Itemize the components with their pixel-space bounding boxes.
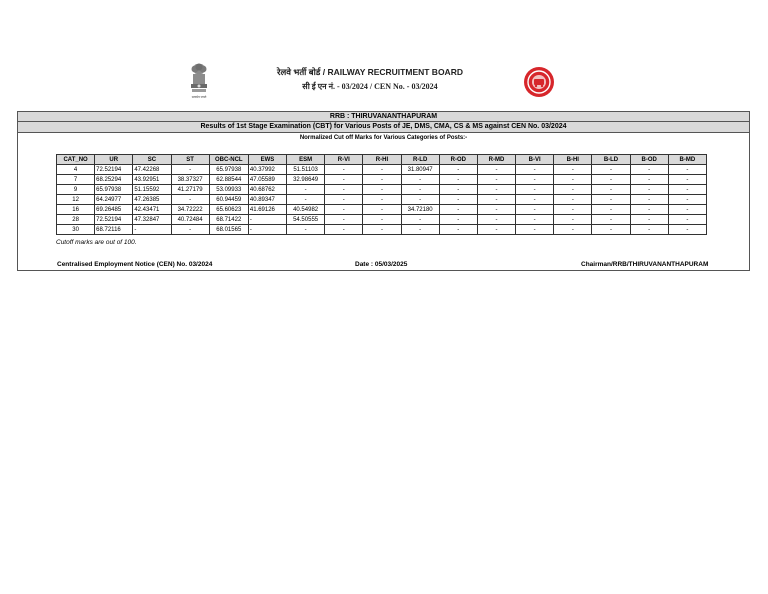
cutoff-cell: 47.26385 — [133, 195, 171, 205]
cutoff-cell: - — [554, 165, 592, 175]
cutoff-cell: - — [516, 205, 554, 215]
cutoff-cell: 60.94459 — [209, 195, 248, 205]
cutoff-cell: - — [554, 205, 592, 215]
cutoff-cell: 47.32847 — [133, 215, 171, 225]
cutoff-cell: - — [477, 165, 515, 175]
cutoff-cell: - — [668, 185, 706, 195]
column-header: ESM — [287, 155, 325, 165]
cutoff-cell: - — [325, 205, 363, 215]
cutoff-cell: - — [630, 215, 668, 225]
cutoff-cell: - — [171, 195, 209, 205]
cutoff-cell: - — [592, 195, 630, 205]
cutoff-cell: 68.71422 — [209, 215, 248, 225]
cutoff-cell: - — [477, 205, 515, 215]
column-header: ST — [171, 155, 209, 165]
cutoff-cell: 64.24977 — [95, 195, 133, 205]
cutoff-cell: - — [554, 175, 592, 185]
column-header: R-HI — [363, 155, 401, 165]
table-header-row — [57, 155, 707, 165]
cutoff-cell: - — [439, 165, 477, 175]
cutoff-cell: - — [439, 175, 477, 185]
column-header: B-MD — [668, 155, 706, 165]
cutoff-cell: - — [477, 215, 515, 225]
cutoff-cell: 62.88544 — [209, 175, 248, 185]
column-header: SC — [133, 155, 171, 165]
cutoff-cell: 40.54982 — [287, 205, 325, 215]
board-title-hindi: रेलवे भर्ती बोर्ड — [277, 67, 321, 77]
cutoff-cell: 38.37327 — [171, 175, 209, 185]
cutoff-cell: 68.01565 — [209, 225, 248, 235]
cutoff-cell: 31.80947 — [401, 165, 439, 175]
column-header: R-MD — [477, 155, 515, 165]
cutoff-cell: - — [325, 175, 363, 185]
cutoff-cell: - — [554, 225, 592, 235]
table-row — [57, 215, 707, 225]
table-row — [57, 225, 707, 235]
cutoff-cell: 54.50555 — [287, 215, 325, 225]
cutoff-cell: - — [401, 175, 439, 185]
cutoff-cell: 51.15592 — [133, 185, 171, 195]
cutoff-cell: 40.72484 — [171, 215, 209, 225]
cen-number-line: सी ई एन नं. - 03/2024 / CEN No. - 03/2024 — [302, 82, 438, 91]
cat-no-cell: 12 — [57, 195, 95, 205]
cutoff-cell: 41.69126 — [248, 205, 286, 215]
column-header: B-HI — [554, 155, 592, 165]
cutoff-cell: - — [401, 185, 439, 195]
cutoff-cell: - — [439, 205, 477, 215]
cutoff-cell: 40.68762 — [248, 185, 286, 195]
cutoff-note: Cutoff marks are out of 100. — [56, 239, 137, 246]
cutoff-cell: - — [287, 195, 325, 205]
cutoff-cell: - — [171, 165, 209, 175]
cutoff-cell: - — [668, 165, 706, 175]
cutoff-cell: 65.97938 — [209, 165, 248, 175]
cat-no-cell: 28 — [57, 215, 95, 225]
cutoff-cell: - — [554, 195, 592, 205]
board-title-separator: / — [320, 67, 328, 77]
cutoff-cell: - — [668, 195, 706, 205]
results-title-band: Results of 1st Stage Examination (CBT) for Various Posts of JE, DMS, CMA, CS & MS against CEN No. 03/2024 — [17, 122, 750, 133]
cutoff-cell: - — [668, 175, 706, 185]
rrb-name-band: RRB : THIRUVANANTHAPURAM — [17, 111, 750, 122]
column-header: B-LD — [592, 155, 630, 165]
cat-no-cell: 30 — [57, 225, 95, 235]
cutoff-cell: - — [630, 175, 668, 185]
cutoff-cell: - — [516, 185, 554, 195]
cutoff-cell: - — [630, 205, 668, 215]
cutoff-cell: - — [516, 165, 554, 175]
cutoff-cell: - — [516, 195, 554, 205]
cutoff-cell: - — [592, 225, 630, 235]
column-header: B-OD — [630, 155, 668, 165]
cutoff-cell: - — [592, 165, 630, 175]
cutoff-cell: 40.89347 — [248, 195, 286, 205]
column-header: R-OD — [439, 155, 477, 165]
emblem-caption: सत्यमेव जयते — [191, 95, 207, 99]
cutoff-cell: 72.52194 — [95, 165, 133, 175]
cutoff-cell: - — [363, 165, 401, 175]
cutoff-cell: 42.43471 — [133, 205, 171, 215]
board-title-english: RAILWAY RECRUITMENT BOARD — [327, 67, 463, 77]
cutoff-cell: 32.98649 — [287, 175, 325, 185]
cutoff-cell: 65.60623 — [209, 205, 248, 215]
cutoff-cell: - — [592, 185, 630, 195]
cutoff-cell: - — [363, 215, 401, 225]
cutoff-cell: - — [325, 195, 363, 205]
cutoff-cell: 72.52194 — [95, 215, 133, 225]
cutoff-cell: - — [133, 225, 171, 235]
cutoff-cell: - — [401, 215, 439, 225]
cutoff-cell: - — [287, 225, 325, 235]
cutoff-cell: - — [630, 195, 668, 205]
board-title — [230, 67, 510, 78]
cat-no-cell: 16 — [57, 205, 95, 215]
column-header: R-LD — [401, 155, 439, 165]
table-row — [57, 205, 707, 215]
cutoff-cell: - — [630, 185, 668, 195]
cutoff-cell: - — [439, 215, 477, 225]
cutoff-cell: - — [363, 185, 401, 195]
cutoff-cell: - — [325, 215, 363, 225]
table-row — [57, 165, 707, 175]
table-row — [57, 185, 707, 195]
cutoff-cell: - — [248, 215, 286, 225]
cutoff-cell: - — [439, 195, 477, 205]
cutoff-cell: - — [554, 185, 592, 195]
column-header: B-VI — [516, 155, 554, 165]
column-header: OBC-NCL — [209, 155, 248, 165]
cutoff-cell: - — [477, 175, 515, 185]
cutoff-cell: - — [592, 215, 630, 225]
cutoff-cell: - — [363, 225, 401, 235]
cutoff-cell: 65.97938 — [95, 185, 133, 195]
cutoff-cell: - — [516, 225, 554, 235]
cutoff-cell: 40.37992 — [248, 165, 286, 175]
cutoff-cell: - — [592, 205, 630, 215]
cutoff-cell: - — [363, 205, 401, 215]
cutoff-marks-table — [56, 154, 707, 235]
cutoff-cell: 47.42268 — [133, 165, 171, 175]
cat-no-cell: 9 — [57, 185, 95, 195]
cutoff-cell: - — [477, 195, 515, 205]
cutoff-cell: - — [668, 205, 706, 215]
cutoff-cell: 51.51103 — [287, 165, 325, 175]
cutoff-cell: - — [248, 225, 286, 235]
cutoff-cell: - — [630, 165, 668, 175]
cutoff-cell: - — [363, 195, 401, 205]
cutoff-cell: - — [171, 225, 209, 235]
cutoff-cell: - — [439, 225, 477, 235]
footer-date: Date : 05/03/2025 — [355, 261, 408, 268]
cutoff-cell: 47.05589 — [248, 175, 286, 185]
cutoff-cell: - — [401, 225, 439, 235]
cutoff-cell: 69.26485 — [95, 205, 133, 215]
cutoff-cell: - — [401, 195, 439, 205]
column-header: R-VI — [325, 155, 363, 165]
cutoff-cell: 53.09933 — [209, 185, 248, 195]
cutoff-cell: 43.92951 — [133, 175, 171, 185]
cutoff-cell: - — [477, 225, 515, 235]
cutoff-cell: - — [592, 175, 630, 185]
cutoff-cell: - — [325, 165, 363, 175]
column-header: UR — [95, 155, 133, 165]
cutoff-cell: - — [287, 185, 325, 195]
cutoff-cell: 68.72116 — [95, 225, 133, 235]
cutoff-cell: 41.27179 — [171, 185, 209, 195]
cutoff-cell: - — [325, 225, 363, 235]
cat-no-cell: 7 — [57, 175, 95, 185]
table-row — [57, 175, 707, 185]
cat-no-cell: 4 — [57, 165, 95, 175]
cutoff-cell: - — [477, 185, 515, 195]
column-header: EWS — [248, 155, 286, 165]
column-header: CAT_NO — [57, 155, 95, 165]
cutoff-cell: - — [363, 175, 401, 185]
table-row — [57, 195, 707, 205]
cutoff-cell: - — [516, 215, 554, 225]
cutoff-cell: 34.72180 — [401, 205, 439, 215]
cutoff-cell: 34.72222 — [171, 205, 209, 215]
cutoff-cell: - — [439, 185, 477, 195]
cutoff-cell: - — [668, 225, 706, 235]
cutoff-cell: - — [325, 185, 363, 195]
cutoff-cell: - — [668, 215, 706, 225]
footer-cen: Centralised Employment Notice (CEN) No. 03/2024 — [57, 261, 213, 268]
cutoff-cell: - — [630, 225, 668, 235]
cutoff-cell: - — [554, 215, 592, 225]
cutoff-cell: - — [516, 175, 554, 185]
table-subtitle: Normalized Cut off Marks for Various Categories of Posts:- — [299, 135, 468, 141]
cutoff-cell: 68.25294 — [95, 175, 133, 185]
footer-signatory: Chairman/RRB/THIRUVANANTHAPURAM — [581, 261, 709, 268]
indian-railways-logo-icon — [523, 66, 555, 98]
